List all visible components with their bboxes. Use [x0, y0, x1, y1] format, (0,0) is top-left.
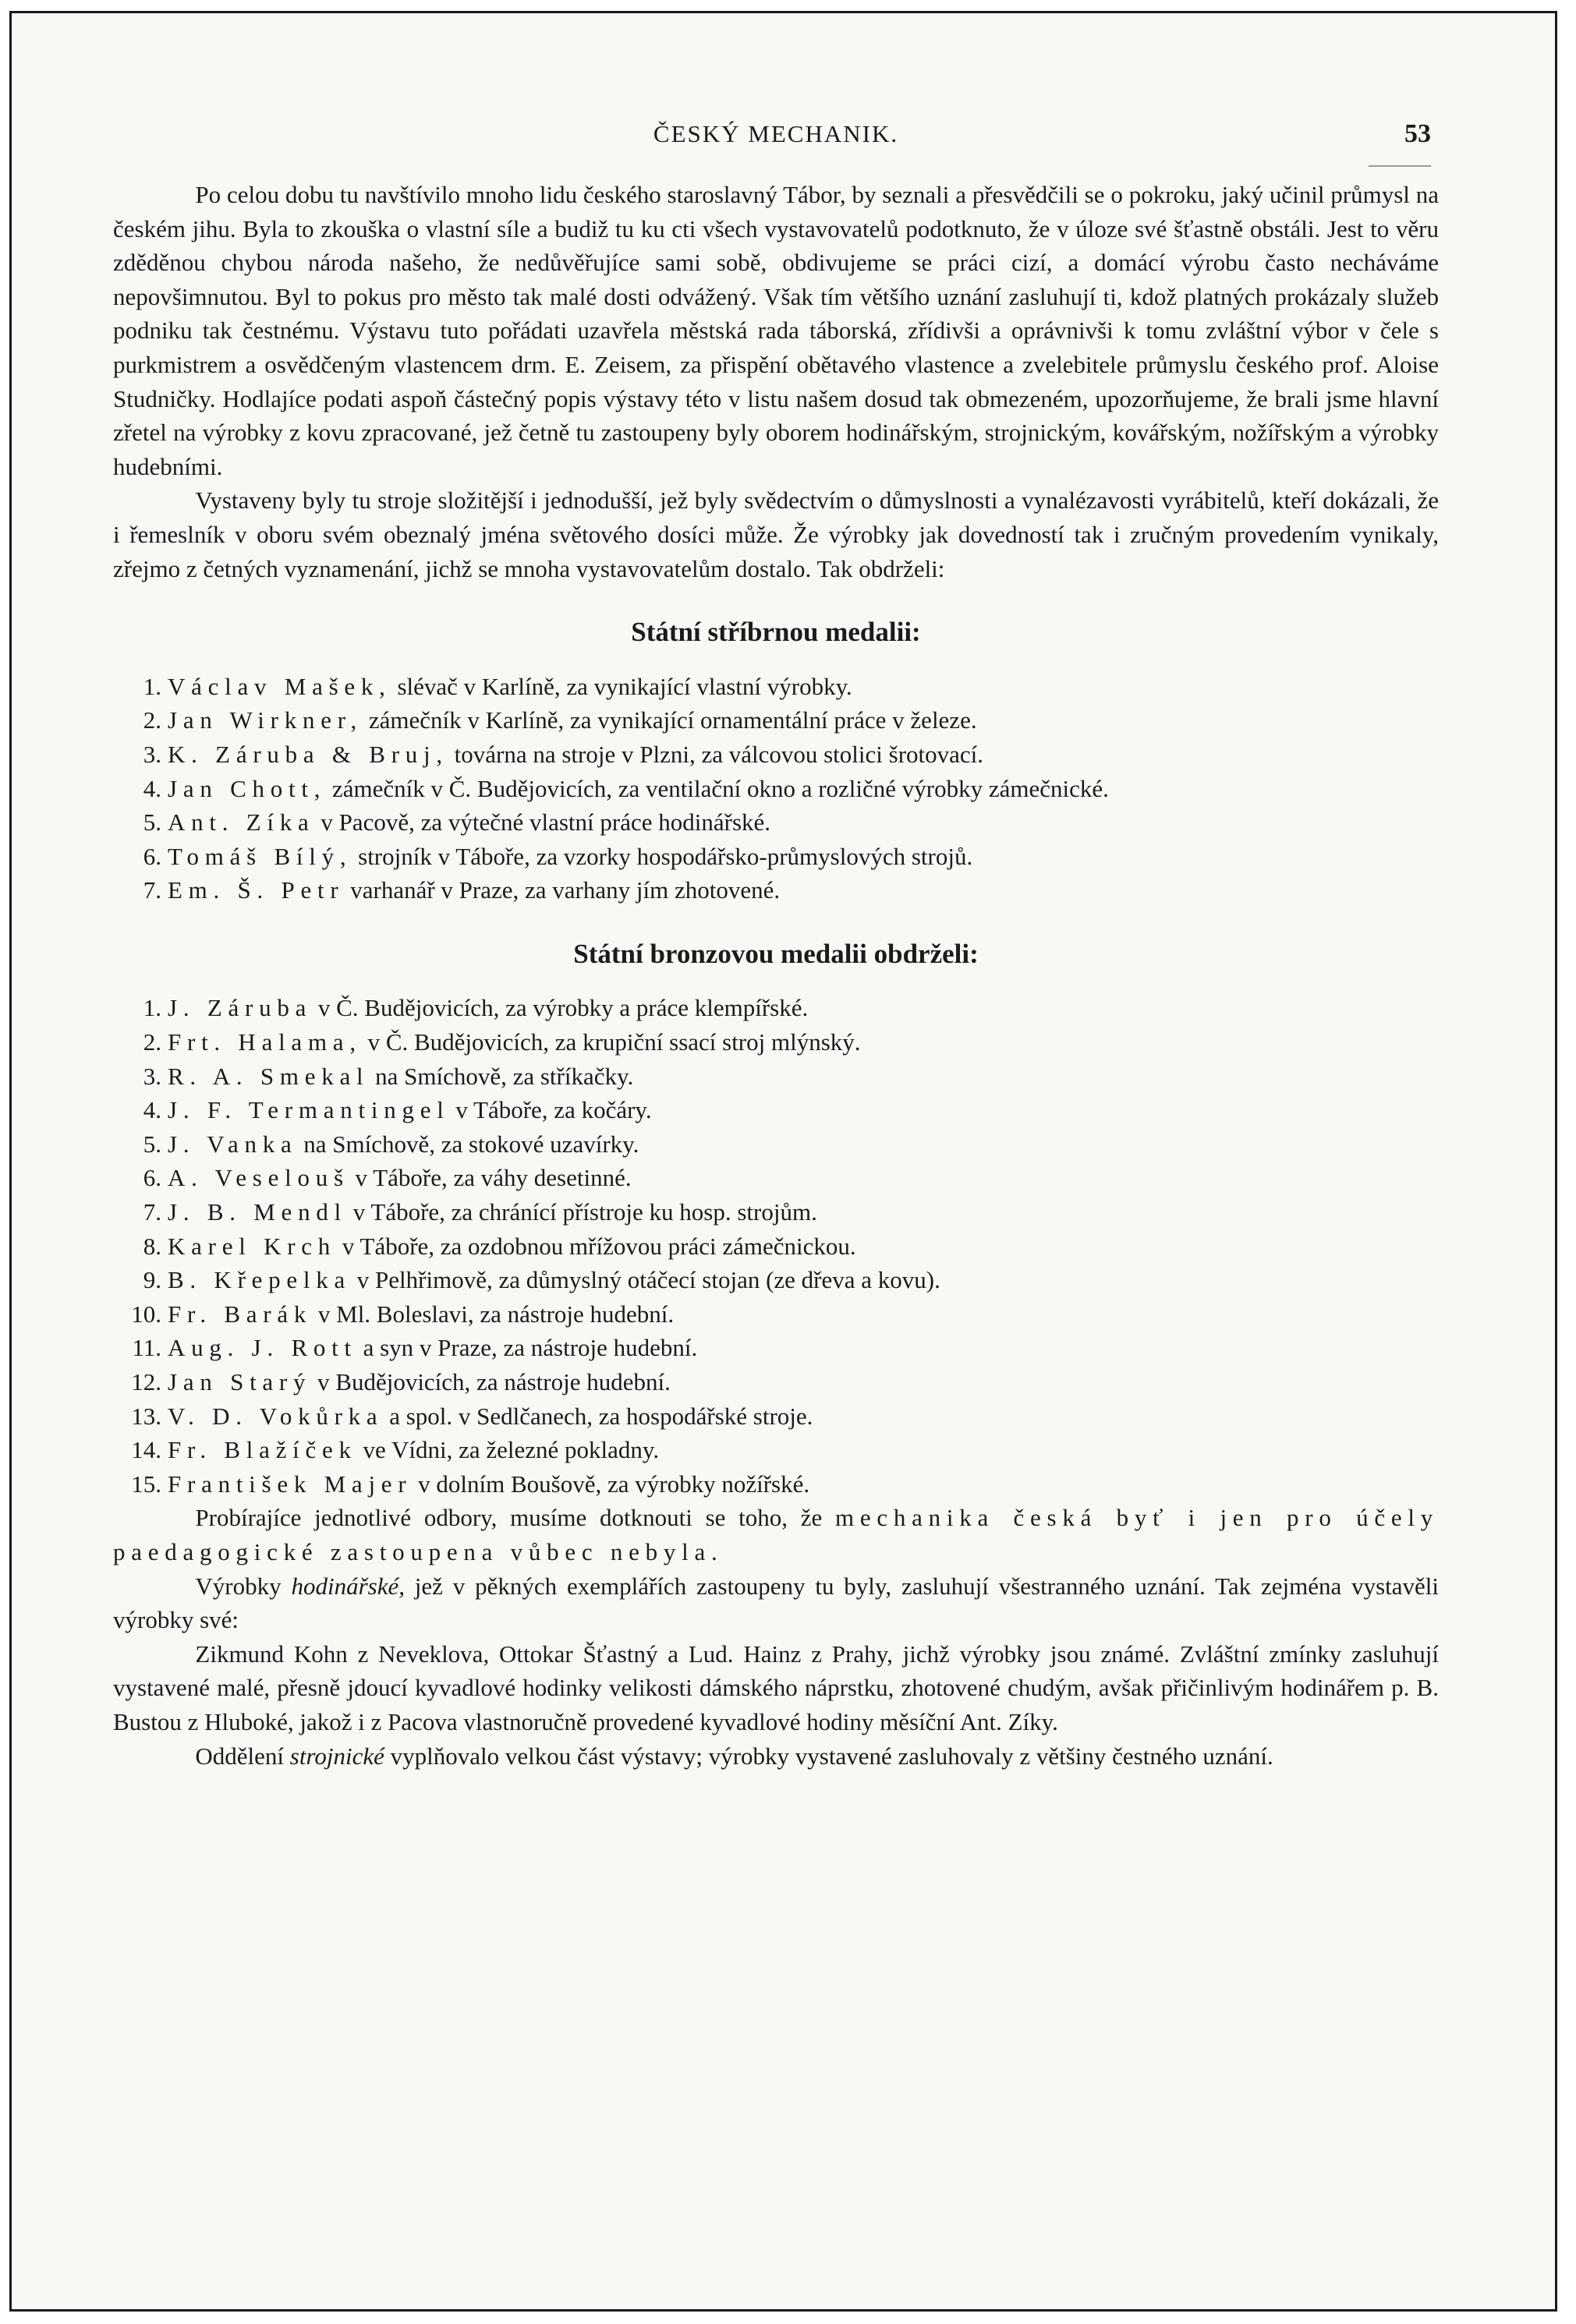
item-number: 2. — [143, 1028, 161, 1056]
list-item — [113, 1365, 1439, 1399]
list-item — [113, 670, 1439, 704]
list-item — [113, 738, 1439, 772]
item-number: 9. — [143, 1266, 161, 1294]
italic-term: hodinářské, — [291, 1572, 405, 1600]
list-item — [113, 1297, 1439, 1332]
award-description: v Táboře, za chránící přístroje ku hosp. strojům. — [346, 1198, 817, 1226]
running-title: ČESKÝ MECHANIK. — [653, 120, 899, 147]
awardee-name: J. Záruba — [168, 994, 313, 1022]
list-item — [113, 1467, 1439, 1502]
list-item — [113, 703, 1439, 738]
list-item — [113, 1195, 1439, 1229]
list-item — [113, 873, 1439, 907]
award-description: v Táboře, za ozdobnou mřížovou práci zámečnickou. — [336, 1232, 856, 1260]
item-number: 13. — [131, 1402, 161, 1430]
document-page — [113, 117, 1439, 1773]
award-description: a spol. v Sedlčanech, za hospodářské stroje. — [383, 1402, 813, 1430]
award-description: v Táboře, za váhy desetinné. — [349, 1164, 632, 1192]
item-number: 6. — [143, 1164, 161, 1192]
list-item — [113, 1263, 1439, 1297]
paragraph-mechanics — [113, 1501, 1439, 1569]
awardee-name: K. Záruba & Bruj, — [168, 740, 448, 768]
list-item — [113, 1161, 1439, 1195]
list-item — [113, 840, 1439, 874]
list-item — [113, 772, 1439, 806]
award-description: v Budějovicích, za nástroje hudební. — [311, 1368, 671, 1395]
paragraph-text: Oddělení — [195, 1742, 290, 1770]
item-number: 5. — [143, 1130, 161, 1158]
award-description: slévač v Karlíně, za vynikající vlastní výrobky. — [391, 672, 852, 700]
item-number: 4. — [143, 774, 161, 802]
paragraph-text: jež v pěkných exemplářích zastoupeny tu byly, zasluhují všestranného uznání. Tak zejména vystavěli výrobky své: — [113, 1572, 1439, 1634]
awardee-name: Ant. Zíka — [168, 808, 315, 837]
paragraph-intro: Po celou dobu tu navštívilo mnoho lidu českého staroslavný Tábor, by seznali a přesvědčili se o pokroku, jaký učinil průmysl na českém jihu. Byla to zkouška o vlastní síle a budiž tu ku cti všech vystavovatelů podotknuto, že v úloze své šťastně obstáli. Jest to věru zděděnou chybou národa našeho, že nedůvěřujíce sami sobě, obdivujeme se práci cizí, a domácí výrobu často necháváme nepovšimnutou. Byl to pokus pro město tak malé dosti odvážený. Však tím většího uznání zasluhují ti, kdož platných prokázaly služeb podniku tak čestnému. Výstavu tuto pořádati uzavřela městská rada táborská, zřídivši a oprávnivši k tomu zvláštní výbor v čele s purkmistrem a osvědčeným vlastencem drm. E. Zeisem, za přispění obětavého vlastence a zvelebitele průmyslu českého prof. Aloise Studničky. Hodlajíce podati aspoň částečný popis výstavy této v listu našem dosud tak obmezeném, upozorňujeme, že brali jsme hlavní zřetel na výrobky z kovu zpracované, jež četně tu zastoupeny byly oborem hodinářským, strojnickým, kovářským, nožířským a výrobky hudebními. — [113, 181, 1439, 480]
list-item — [113, 991, 1439, 1025]
item-number: 10. — [131, 1300, 161, 1328]
awardee-name: J. F. Termantingel — [168, 1096, 450, 1124]
awardee-name: J. Vanka — [168, 1130, 298, 1158]
award-description: v Ml. Boleslavi, za nástroje hudební. — [312, 1300, 675, 1328]
award-description: v Pelhřimově, za důmyslný otáčecí stojan (ze dřeva a kovu). — [351, 1266, 940, 1294]
header-rule — [1369, 165, 1431, 167]
item-number: 3. — [143, 1062, 161, 1090]
awardee-name: Jan Chott, — [168, 774, 327, 802]
list-item — [113, 1093, 1439, 1127]
item-number: 12. — [131, 1368, 161, 1395]
item-number: 2. — [143, 706, 161, 734]
item-number: 1. — [143, 994, 161, 1022]
awardee-name: Fr. Blažíček — [168, 1436, 357, 1464]
paragraph-text: Probírajíce jednotlivé odbory, musíme dotknouti se toho, že — [195, 1504, 836, 1532]
list-item — [113, 1399, 1439, 1434]
awardee-name: Tomáš Bílý, — [168, 842, 352, 870]
bronze-medal-list — [113, 991, 1439, 1501]
award-description: na Smíchově, za stokové uzavírky. — [297, 1130, 639, 1158]
award-description: strojník v Táboře, za vzorky hospodářsko-průmyslových strojů. — [352, 842, 973, 870]
paragraph-clockmakers: Zikmund Kohn z Neveklova, Ottokar Šťastný a Lud. Hainz z Prahy, jichž výrobky jsou známé. Zvláštní zmínky zasluhují vystavené malé, přesně jdoucí kyvadlové hodinky velikosti dámského náprstku, zhotovené chudým, avšak přičinlivým hodinářem p. B. Bustou z Hluboké, jakož i z Pacova vlastnoručně provedené kyvadlové hodiny měsíční Ant. Zíky. — [113, 1640, 1439, 1735]
award-description: v dolním Boušově, za výrobky nožířské. — [412, 1470, 810, 1498]
item-number: 4. — [143, 1096, 161, 1124]
item-number: 8. — [143, 1232, 161, 1260]
award-description: v Táboře, za kočáry. — [449, 1096, 652, 1124]
awardee-name: Em. Š. Petr — [168, 876, 345, 904]
award-description: ve Vídni, za železné pokladny. — [356, 1436, 660, 1464]
awardee-name: V. D. Vokůrka — [168, 1402, 384, 1430]
item-number: 7. — [143, 876, 161, 904]
awardee-name: Frt. Halama, — [168, 1028, 362, 1056]
list-item — [113, 1229, 1439, 1264]
awardee-name: Václav Mašek, — [168, 672, 391, 700]
award-description: na Smíchově, za stříkačky. — [369, 1062, 634, 1090]
bronze-medal-heading: Státní bronzovou medalii obdrželi: — [573, 938, 979, 969]
paragraph-text: Výrobky — [195, 1572, 292, 1600]
item-number: 3. — [143, 740, 161, 768]
list-item — [113, 1331, 1439, 1365]
item-number: 1. — [143, 672, 161, 700]
award-description: a syn v Praze, za nástroje hudební. — [356, 1334, 698, 1362]
awardee-name: Aug. J. Rott — [168, 1334, 357, 1362]
award-description: v Č. Budějovicích, za výrobky a práce klempířské. — [312, 994, 809, 1022]
silver-medal-heading: Státní stříbrnou medalii: — [631, 617, 921, 648]
list-item — [113, 805, 1439, 840]
page-header — [113, 117, 1439, 162]
page-number: 53 — [1404, 119, 1431, 148]
awardee-name: R. A. Smekal — [168, 1062, 370, 1090]
awardee-name: Fr. Barák — [168, 1300, 313, 1328]
awardee-name: B. Křepelka — [168, 1266, 352, 1294]
item-number: 5. — [143, 808, 161, 837]
paragraph-text: vyplňovalo velkou část výstavy; výrobky vystavené zasluhovaly z většiny čestného uznání. — [384, 1742, 1273, 1770]
list-item — [113, 1127, 1439, 1162]
italic-term: strojnické — [289, 1742, 384, 1770]
awardee-name: František Majer — [168, 1470, 413, 1498]
emphasized-text: mechanika česká byť i jen pro účely paedagogické zastoupena vůbec nebyla. — [113, 1504, 1439, 1565]
list-item — [113, 1059, 1439, 1094]
award-description: zámečník v Karlíně, za vynikající ornamentální práce v železe. — [363, 706, 977, 734]
paragraph-clockwork — [113, 1569, 1439, 1637]
paragraph-machinery — [113, 1739, 1439, 1774]
silver-medal-list — [113, 670, 1439, 907]
award-description: varhanář v Praze, za varhany jím zhotovené. — [344, 876, 781, 904]
item-number: 6. — [143, 842, 161, 870]
award-description: v Pacově, za výtečné vlastní práce hodinářské. — [314, 808, 771, 837]
awardee-name: Jan Starý — [168, 1368, 312, 1395]
awardee-name: J. B. Mendl — [168, 1198, 347, 1226]
awardee-name: A. Veselouš — [168, 1164, 349, 1192]
item-number: 11. — [132, 1334, 161, 1362]
item-number: 15. — [131, 1470, 161, 1498]
paragraph-exhibits: Vystaveny byly tu stroje složitější i jednodušší, jež byly svědectvím o důmyslnosti a vynalézavosti vyrábitelů, kteří dokázali, že i řemeslník v oboru svém obeznalý jména světového dosíci může. Že výrobky jak dovedností tak i zručným provedením vynikaly, zřejmo z četných vyznamenání, jichž se mnoha vystavovatelům dostalo. Tak obdrželi: — [113, 486, 1439, 582]
awardee-name: Jan Wirkner, — [168, 706, 363, 734]
award-description: zámečník v Č. Budějovicích, za ventilační okno a rozličné výrobky zámečnické. — [326, 774, 1109, 802]
awardee-name: Karel Krch — [168, 1232, 337, 1260]
list-item — [113, 1025, 1439, 1059]
award-description: továrna na stroje v Plzni, za válcovou stolici šrotovací. — [448, 740, 984, 768]
list-item — [113, 1433, 1439, 1467]
item-number: 14. — [131, 1436, 161, 1464]
award-description: v Č. Budějovicích, za krupiční ssací stroj mlýnský. — [361, 1028, 861, 1056]
item-number: 7. — [143, 1198, 161, 1226]
